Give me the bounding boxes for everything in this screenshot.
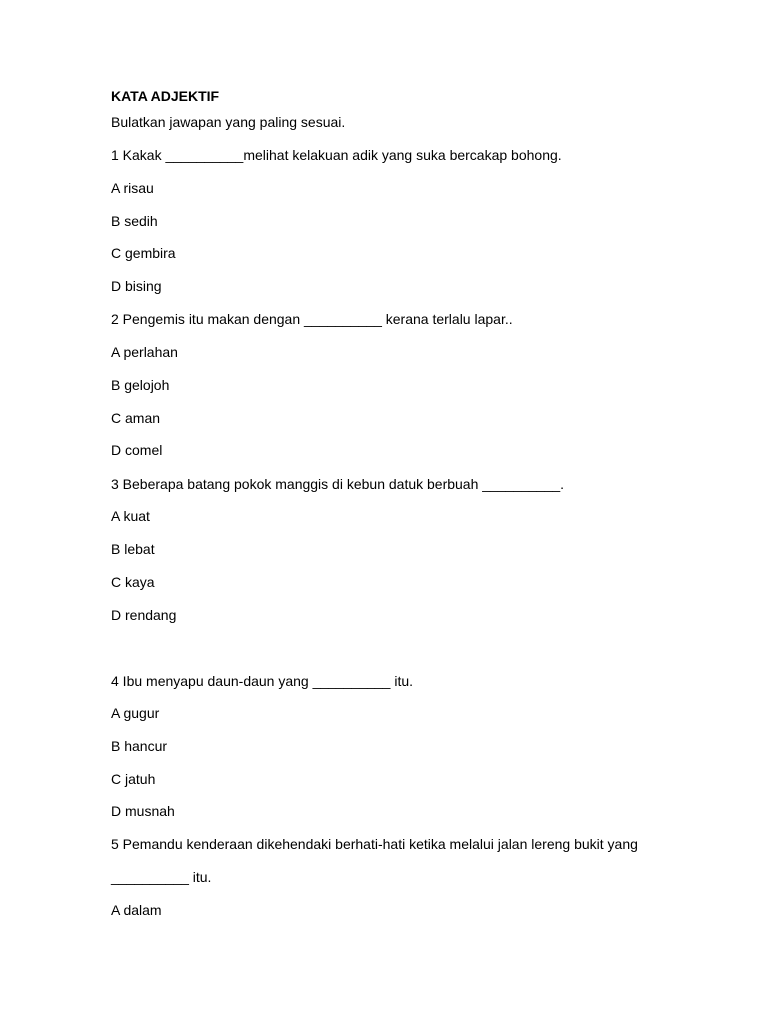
question-2-option-c: C aman xyxy=(111,410,161,426)
question-3-stem: 3 Beberapa batang pokok manggis di kebun datuk berbuah __________. xyxy=(111,476,565,492)
question-1-option-d: D bising xyxy=(111,278,162,294)
question-3-option-c: C kaya xyxy=(111,574,155,590)
question-2-option-d: D comel xyxy=(111,442,163,458)
question-4-option-d: D musnah xyxy=(111,803,175,819)
question-4-option-c: C jatuh xyxy=(111,771,156,787)
question-2-stem: 2 Pengemis itu makan dengan __________ kerana terlalu lapar.. xyxy=(111,311,513,327)
question-4-option-a: A gugur xyxy=(111,705,160,721)
question-5-stem: 5 Pemandu kenderaan dikehendaki berhati-hati ketika melalui jalan lereng bukit yang xyxy=(111,836,638,852)
question-3-option-b: B lebat xyxy=(111,541,155,557)
question-1-option-c: C gembira xyxy=(111,245,176,261)
question-3-option-d: D rendang xyxy=(111,607,177,623)
question-1-option-b: B sedih xyxy=(111,213,158,229)
question-4-option-b: B hancur xyxy=(111,738,168,754)
question-4-stem: 4 Ibu menyapu daun-daun yang __________ itu. xyxy=(111,673,414,689)
instruction-text: Bulatkan jawapan yang paling sesuai. xyxy=(111,114,346,130)
question-2-option-b: B gelojoh xyxy=(111,377,170,393)
question-1-stem: 1 Kakak __________melihat kelakuan adik yang suka bercakap bohong. xyxy=(111,147,562,163)
page-title: KATA ADJEKTIF xyxy=(111,88,220,104)
question-1-option-a: A risau xyxy=(111,180,154,196)
question-2-option-a: A perlahan xyxy=(111,344,178,360)
question-5-option-a: A dalam xyxy=(111,902,162,918)
question-3-option-a: A kuat xyxy=(111,508,150,524)
question-5-stem-continued: __________ itu. xyxy=(111,869,212,885)
